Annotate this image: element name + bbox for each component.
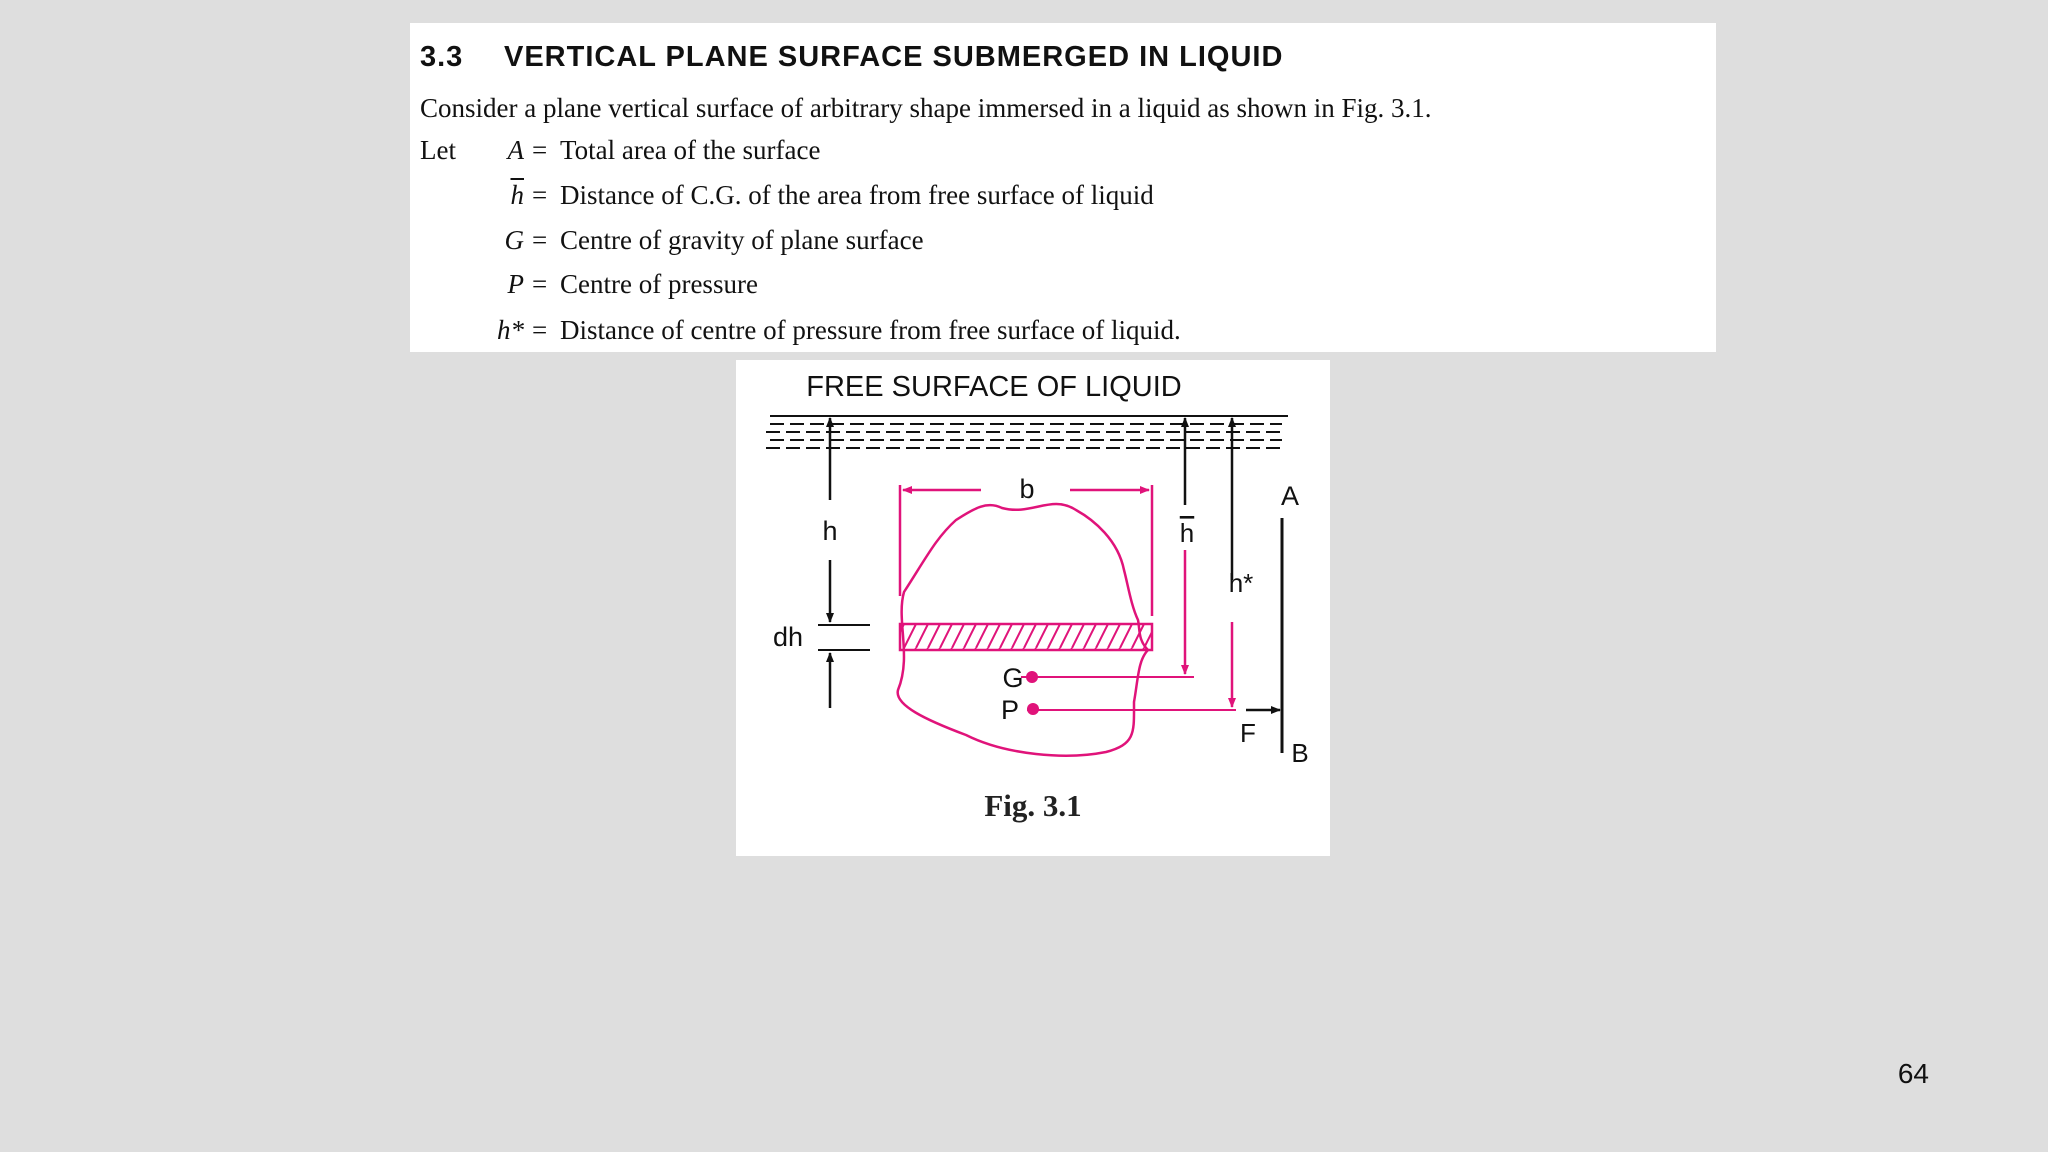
dh-label: dh: [772, 622, 804, 652]
section-title: VERTICAL PLANE SURFACE SUBMERGED IN LIQUID: [504, 41, 1284, 73]
definition-text: Centre of gravity of plane surface: [560, 225, 924, 255]
hatched-strip: [900, 624, 1152, 650]
definition-text: Distance of C.G. of the area from free surface of liquid: [560, 180, 1154, 210]
page-number: 64: [1897, 1058, 1929, 1089]
definition-row: [420, 315, 1710, 355]
figure-panel: [736, 360, 1330, 856]
let-word: Let: [420, 135, 456, 165]
b-dimension: [900, 485, 1152, 616]
definition-row: [420, 135, 1710, 175]
intro-paragraph: Consider a plane vertical surface of arbitrary shape immersed in a liquid as shown in Fig. 3.1.: [420, 93, 1432, 123]
a-label: A: [1280, 481, 1300, 511]
force-label: F: [1240, 718, 1256, 748]
p-point: [1027, 703, 1039, 715]
definition-text: Distance of centre of pressure from free surface of liquid.: [560, 315, 1181, 345]
h-bar-label: h: [1179, 518, 1195, 548]
definition-text: Centre of pressure: [560, 269, 758, 299]
figure-caption: Fig. 3.1: [984, 788, 1082, 823]
definition-row: [420, 180, 1710, 220]
definition-symbol: G: [504, 225, 524, 255]
p-label: P: [1000, 695, 1020, 725]
g-label: G: [1002, 663, 1024, 693]
equals-sign: =: [532, 225, 548, 255]
h-star-label: h*: [1228, 568, 1254, 598]
b-point-label: B: [1291, 738, 1309, 768]
equals-sign: =: [532, 135, 548, 165]
equals-sign: =: [532, 180, 548, 210]
definition-symbol: A: [507, 135, 524, 165]
free-surface-label: FREE SURFACE OF LIQUID: [806, 371, 1182, 403]
definition-row: [420, 269, 1710, 309]
text-panel: [410, 23, 1716, 352]
submerged-surface-diagram: [736, 360, 1330, 790]
g-point: [1026, 671, 1038, 683]
definition-symbol: $\overline{h}$: [510, 180, 524, 210]
equals-sign: =: [532, 269, 548, 299]
definition-text: Total area of the surface: [560, 135, 821, 165]
definition-row: [420, 225, 1710, 265]
definition-symbol: P: [507, 269, 524, 299]
h-star-dimension: [1027, 418, 1236, 710]
h-label: h: [822, 516, 838, 546]
b-label: b: [1019, 474, 1035, 504]
definition-symbol: h*: [497, 315, 524, 345]
h-dimension: [818, 418, 870, 708]
section-number: 3.3: [420, 41, 464, 73]
free-surface-lines: [766, 416, 1288, 448]
equals-sign: =: [532, 315, 548, 345]
section-heading: [420, 41, 1283, 74]
